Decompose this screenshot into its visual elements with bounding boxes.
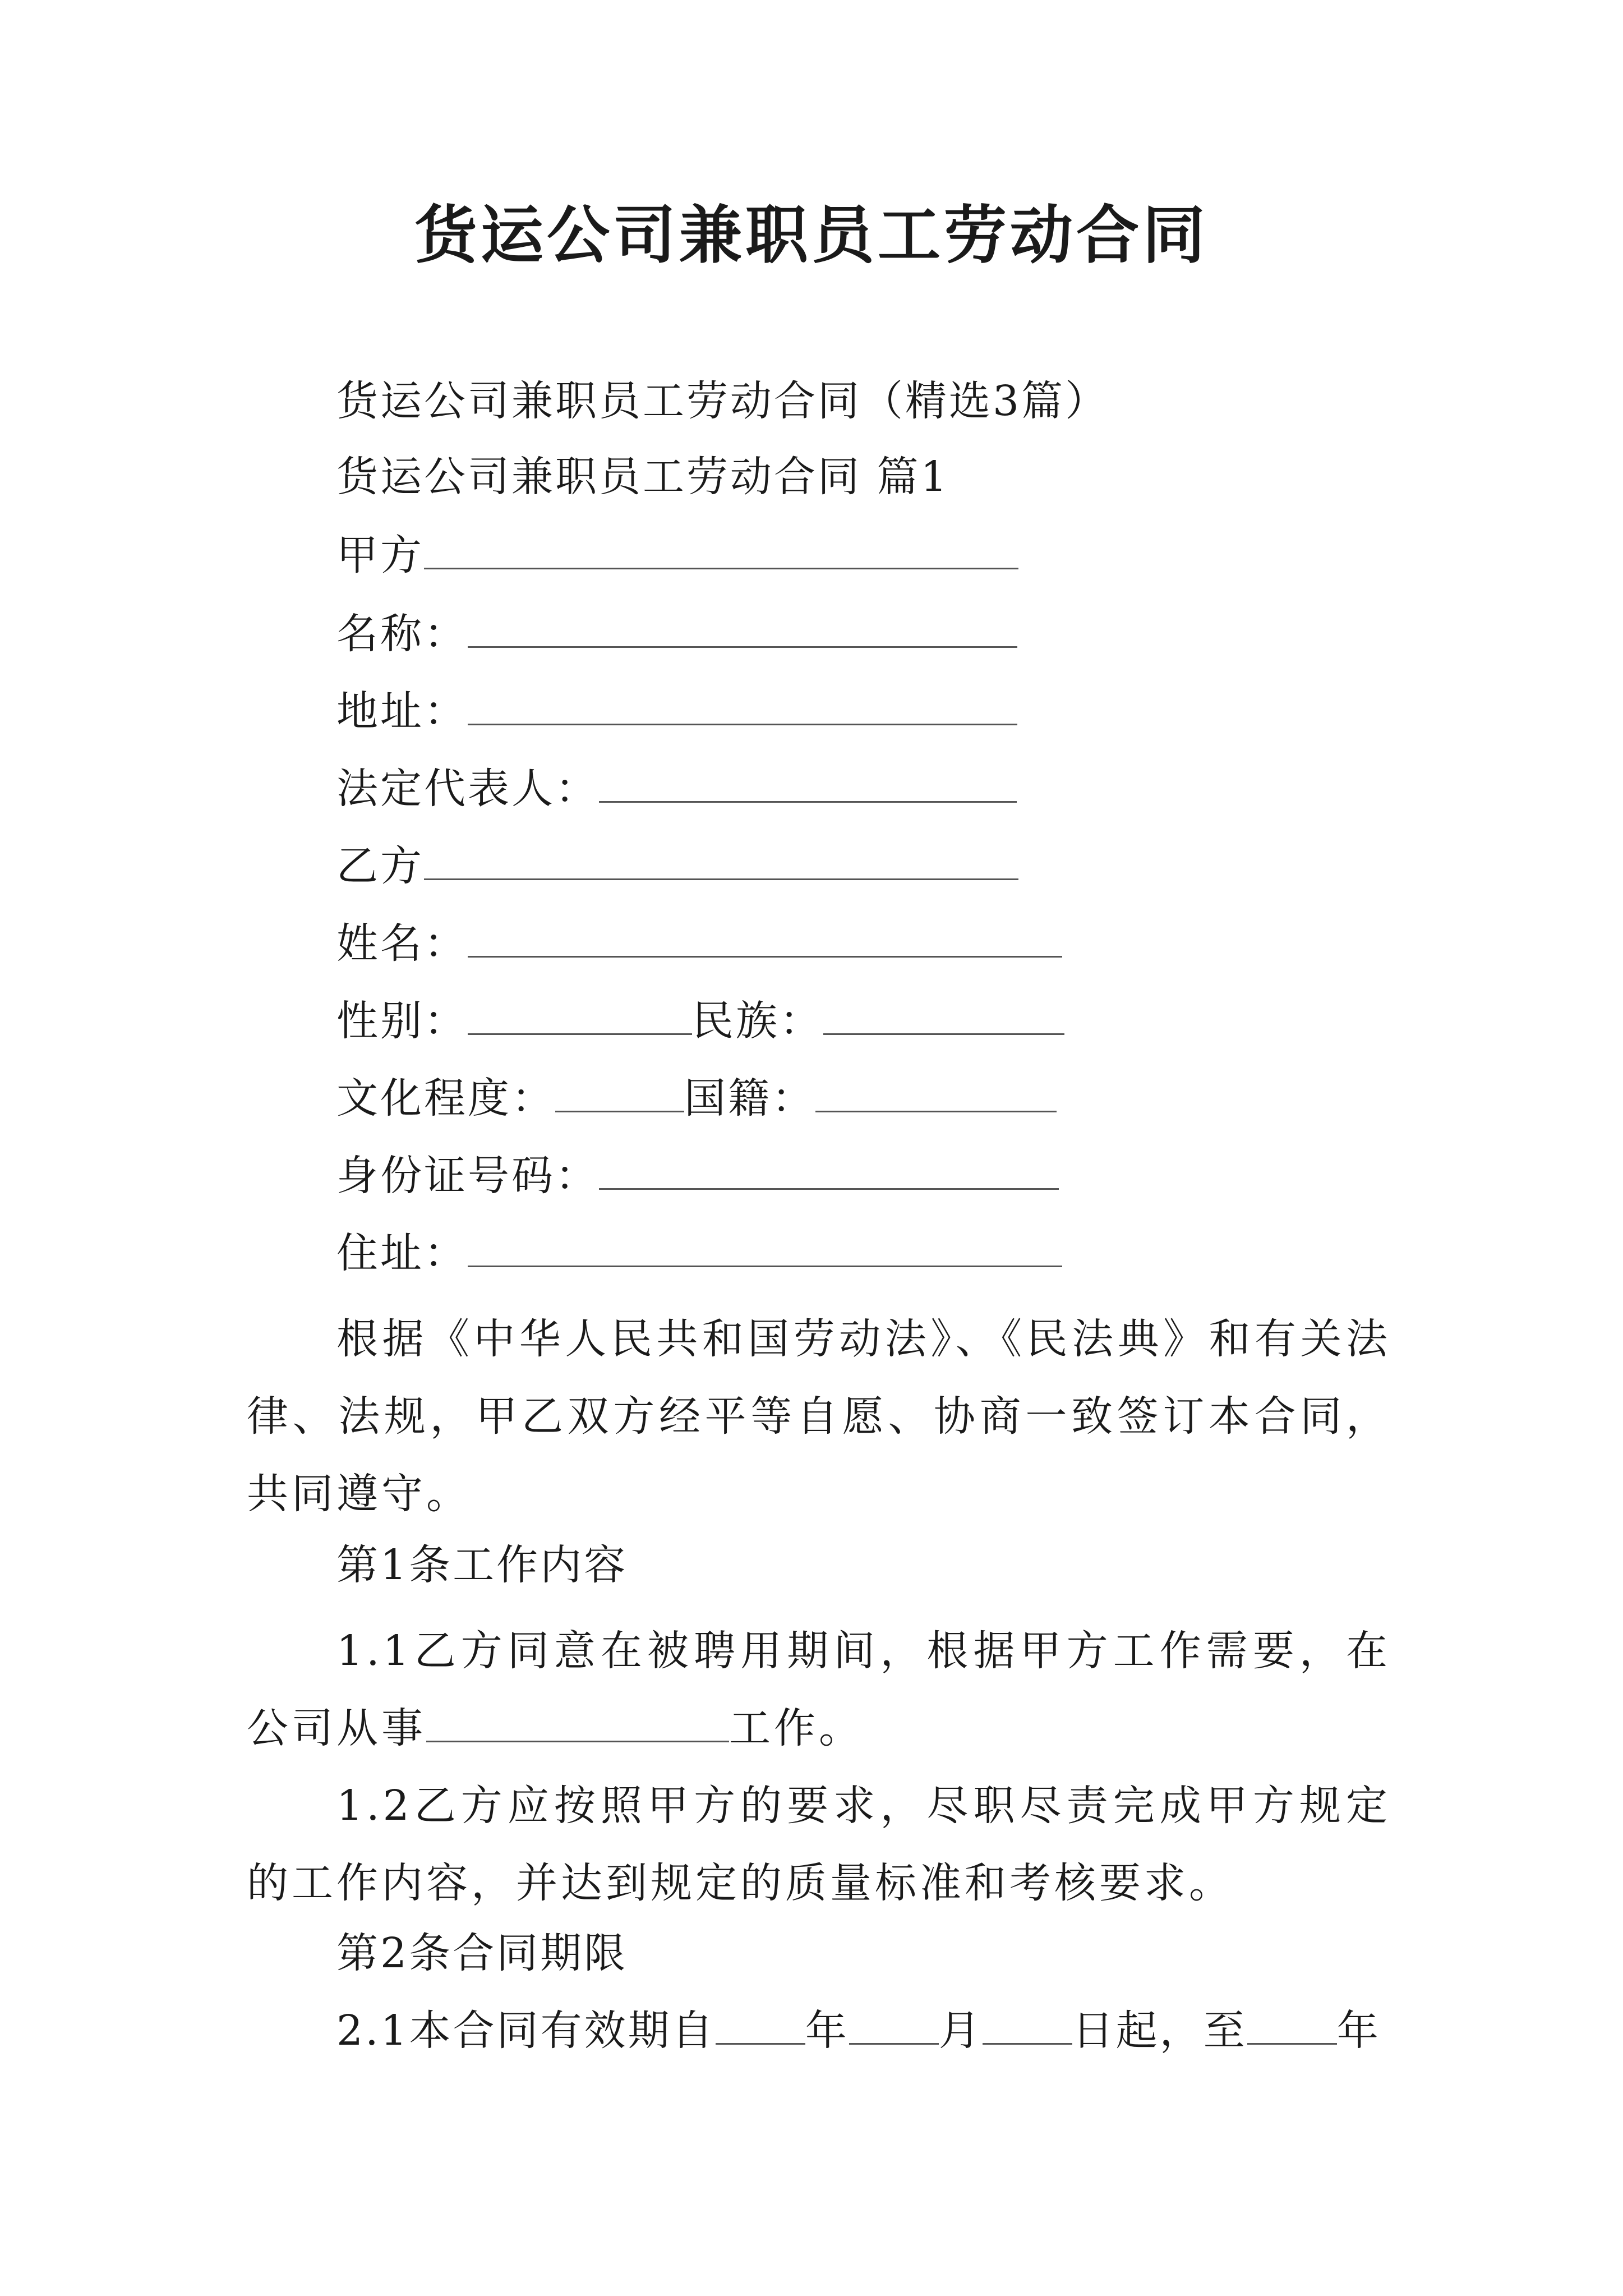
party-b-line <box>336 838 1018 894</box>
party-b-gender-ethnicity-line <box>336 993 1064 1049</box>
start-year-label: 年 <box>805 2007 849 2055</box>
start-month-label: 月 <box>938 2007 983 2055</box>
section-heading: 货运公司兼职员工劳动合同 篇1 <box>336 453 949 501</box>
party-b-address-blank <box>468 1225 1062 1267</box>
article-2-heading: 第2条合同期限 <box>336 1929 628 1977</box>
document-subtitle: 货运公司兼职员工劳动合同（精选3篇） <box>336 377 1109 425</box>
article-1-clause-2: 1.2乙方应按照甲方的要求，尽职尽责完成甲方规定的工作内容，并达到规定的质量标准和考核要求。 <box>247 1782 1391 1907</box>
party-a-line <box>336 527 1018 583</box>
preamble-paragraph: 根据《中华人民共和国劳动法》、《民法典》和有关法律、法规，甲乙双方经平等自愿、协商一致签订本合同，共同遵守。 <box>247 1315 1391 1518</box>
party-b-id-blank <box>599 1148 1059 1190</box>
article-1-clause-1-text: 1.1乙方同意在被聘用期间，根据甲方工作需要，在公司从事 <box>247 1627 1391 1752</box>
party-b-name-label: 姓名： <box>336 919 468 968</box>
document-title: 货运公司兼职员工劳动合同 <box>414 199 1209 272</box>
party-b-gender-blank <box>468 993 692 1035</box>
party-b-id-line <box>336 1148 1059 1204</box>
article-1-job-blank <box>426 1701 729 1742</box>
party-b-blank <box>424 838 1018 880</box>
article-1-heading: 第1条工作内容 <box>336 1541 628 1589</box>
party-a-blank <box>424 527 1018 569</box>
start-year-blank <box>716 2003 805 2045</box>
party-b-label: 乙方 <box>336 842 424 890</box>
party-b-name-line <box>336 915 1062 972</box>
party-b-nationality-blank <box>815 1070 1057 1112</box>
party-b-gender-label: 性别： <box>336 997 468 1045</box>
party-b-education-nationality-line <box>336 1070 1057 1126</box>
party-b-education-label: 文化程度： <box>336 1074 555 1122</box>
article-2-clause-1 <box>336 2003 1381 2059</box>
party-b-id-label: 身份证号码： <box>336 1152 599 1200</box>
party-a-legal-rep-line <box>336 761 1017 817</box>
party-b-education-blank <box>555 1070 684 1112</box>
party-b-ethnicity-label: 民族： <box>692 997 823 1045</box>
party-a-name-label: 名称： <box>336 610 468 658</box>
party-a-address-line <box>336 683 1017 739</box>
start-month-blank <box>849 2003 939 2045</box>
party-a-legal-rep-blank <box>599 761 1017 803</box>
party-a-address-label: 地址： <box>336 687 468 735</box>
article-1-clause-1 <box>247 1612 1391 1767</box>
party-b-nationality-label: 国籍： <box>684 1074 815 1122</box>
party-a-name-line <box>336 606 1017 662</box>
party-b-address-label: 住址： <box>336 1229 468 1277</box>
end-year-blank <box>1247 2003 1337 2045</box>
article-2-clause-1-text: 2.1本合同有效期自 <box>336 2007 716 2055</box>
party-a-legal-rep-label: 法定代表人： <box>336 765 599 813</box>
party-b-name-blank <box>468 915 1062 958</box>
party-a-name-blank <box>468 606 1017 648</box>
party-b-address-line <box>336 1225 1062 1281</box>
party-b-ethnicity-blank <box>823 993 1064 1035</box>
article-1-clause-1-end: 工作。 <box>729 1704 864 1752</box>
party-a-address-blank <box>468 683 1017 725</box>
end-year-label: 年 <box>1336 2007 1381 2055</box>
start-day-label: 日起，至 <box>1072 2007 1247 2055</box>
start-day-blank <box>983 2003 1072 2045</box>
party-a-label: 甲方 <box>336 531 424 579</box>
